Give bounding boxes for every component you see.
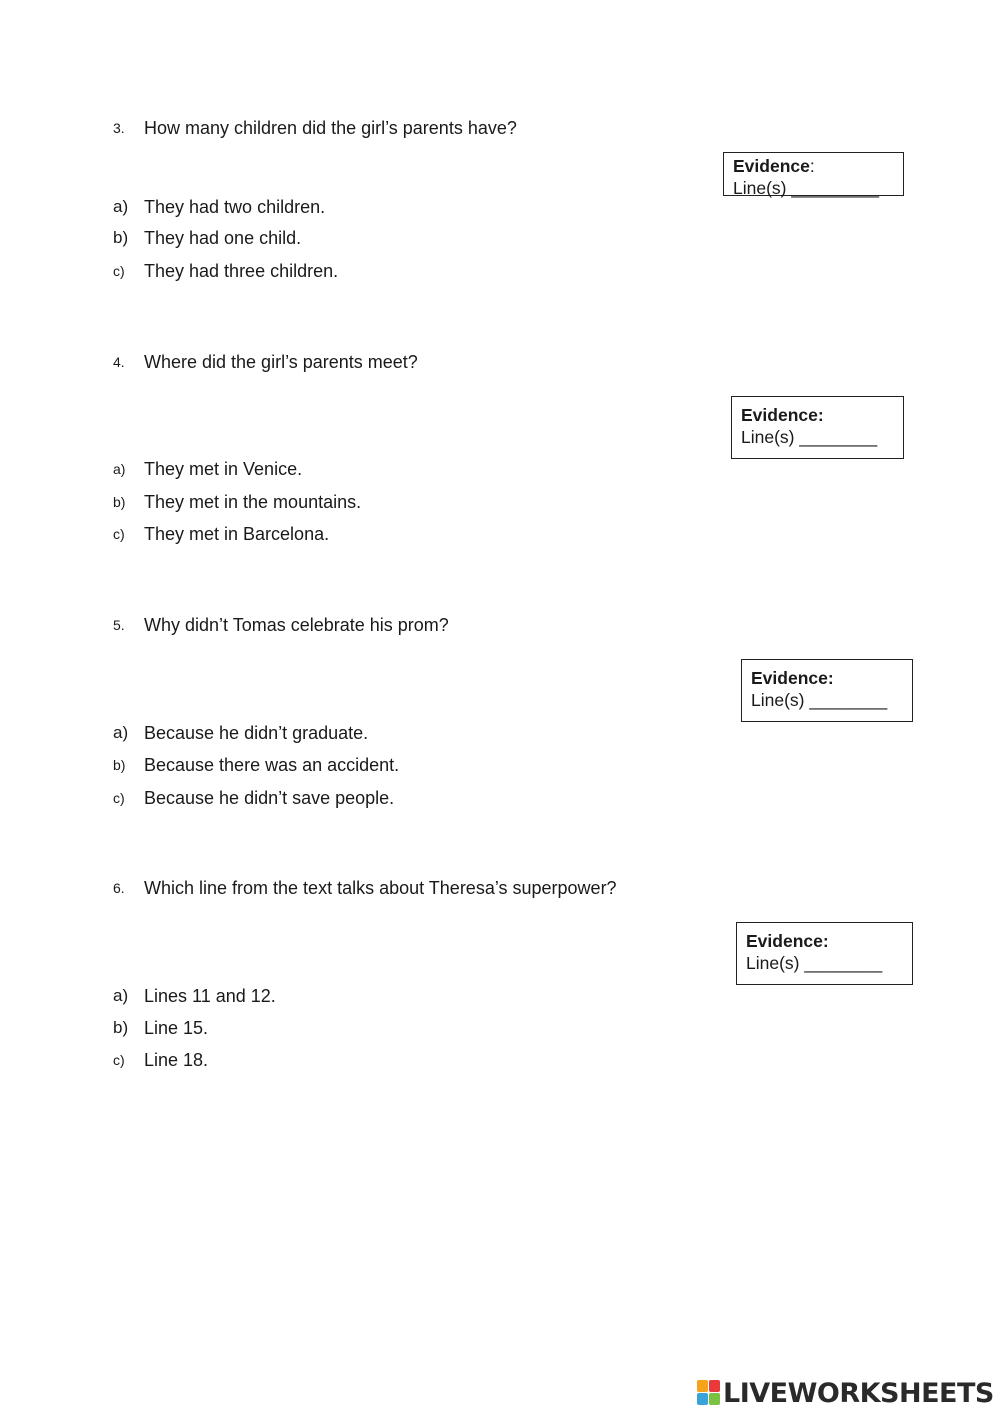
- option-letter: a): [113, 197, 129, 216]
- option-text: Because he didn’t save people.: [144, 788, 395, 808]
- evidence-box-q4[interactable]: [731, 396, 904, 459]
- option-3c[interactable]: [0, 259, 1000, 283]
- option-text: Because there was an accident.: [144, 755, 400, 775]
- option-letter: a): [113, 986, 129, 1005]
- option-letter: b): [113, 757, 126, 773]
- question-text: Where did the girl’s parents meet?: [144, 352, 418, 372]
- option-6c[interactable]: [0, 1048, 1000, 1072]
- option-text: Because he didn’t graduate.: [144, 723, 369, 743]
- question-5: [0, 613, 1000, 637]
- evidence-box-q3[interactable]: [723, 152, 904, 196]
- question-6: [0, 876, 1000, 900]
- question-number: 6.: [113, 880, 125, 896]
- option-6b[interactable]: [0, 1016, 1000, 1040]
- option-text: Lines 11 and 12.: [144, 986, 276, 1006]
- evidence-lines: Line(s) _________: [733, 178, 879, 198]
- evidence-box-q6[interactable]: [736, 922, 913, 985]
- option-letter: c): [113, 790, 125, 806]
- evidence-lines: Line(s) ________: [741, 427, 878, 447]
- option-letter: c): [113, 526, 125, 542]
- evidence-label: Evidence:: [741, 405, 824, 425]
- evidence-label: Evidence:: [733, 156, 815, 176]
- liveworksheets-logo[interactable]: [697, 1377, 994, 1409]
- option-letter: b): [113, 494, 126, 510]
- question-4: [0, 350, 1000, 374]
- logo-text: LIVEWORKSHEETS: [723, 1377, 994, 1409]
- option-4b[interactable]: [0, 490, 1000, 514]
- option-letter: b): [113, 228, 129, 247]
- option-text: They met in Barcelona.: [144, 524, 330, 544]
- option-4a[interactable]: [0, 457, 1000, 481]
- option-text: They had two children.: [144, 197, 326, 217]
- option-5c[interactable]: [0, 786, 1000, 810]
- evidence-lines: Line(s) ________: [751, 690, 888, 710]
- option-text: They met in Venice.: [144, 459, 303, 479]
- question-text: Why didn’t Tomas celebrate his prom?: [144, 615, 449, 635]
- option-5b[interactable]: [0, 753, 1000, 777]
- option-5a[interactable]: [0, 721, 1000, 745]
- option-text: Line 15.: [144, 1018, 209, 1038]
- question-3: [0, 116, 1000, 140]
- option-text: They met in the mountains.: [144, 492, 362, 512]
- evidence-box-q5[interactable]: [741, 659, 913, 722]
- option-letter: a): [113, 461, 126, 477]
- liveworksheets-logo-icon: [697, 1380, 721, 1406]
- question-text: How many children did the girl’s parents have?: [144, 118, 517, 138]
- option-3b[interactable]: [0, 226, 1000, 250]
- option-text: Line 18.: [144, 1050, 209, 1070]
- option-text: They had one child.: [144, 228, 302, 248]
- option-6a[interactable]: [0, 984, 1000, 1008]
- question-text: Which line from the text talks about Theresa’s superpower?: [144, 878, 617, 898]
- option-4c[interactable]: [0, 522, 1000, 546]
- evidence-label: Evidence:: [746, 931, 829, 951]
- question-number: 4.: [113, 354, 125, 370]
- question-number: 3.: [113, 120, 125, 136]
- question-number: 5.: [113, 617, 125, 633]
- evidence-lines: Line(s) ________: [746, 953, 883, 973]
- evidence-label: Evidence:: [751, 668, 834, 688]
- option-3a[interactable]: [0, 195, 1000, 219]
- option-letter: c): [113, 263, 125, 279]
- option-letter: a): [113, 723, 129, 742]
- option-letter: c): [113, 1052, 125, 1068]
- option-text: They had three children.: [144, 261, 339, 281]
- option-letter: b): [113, 1018, 129, 1037]
